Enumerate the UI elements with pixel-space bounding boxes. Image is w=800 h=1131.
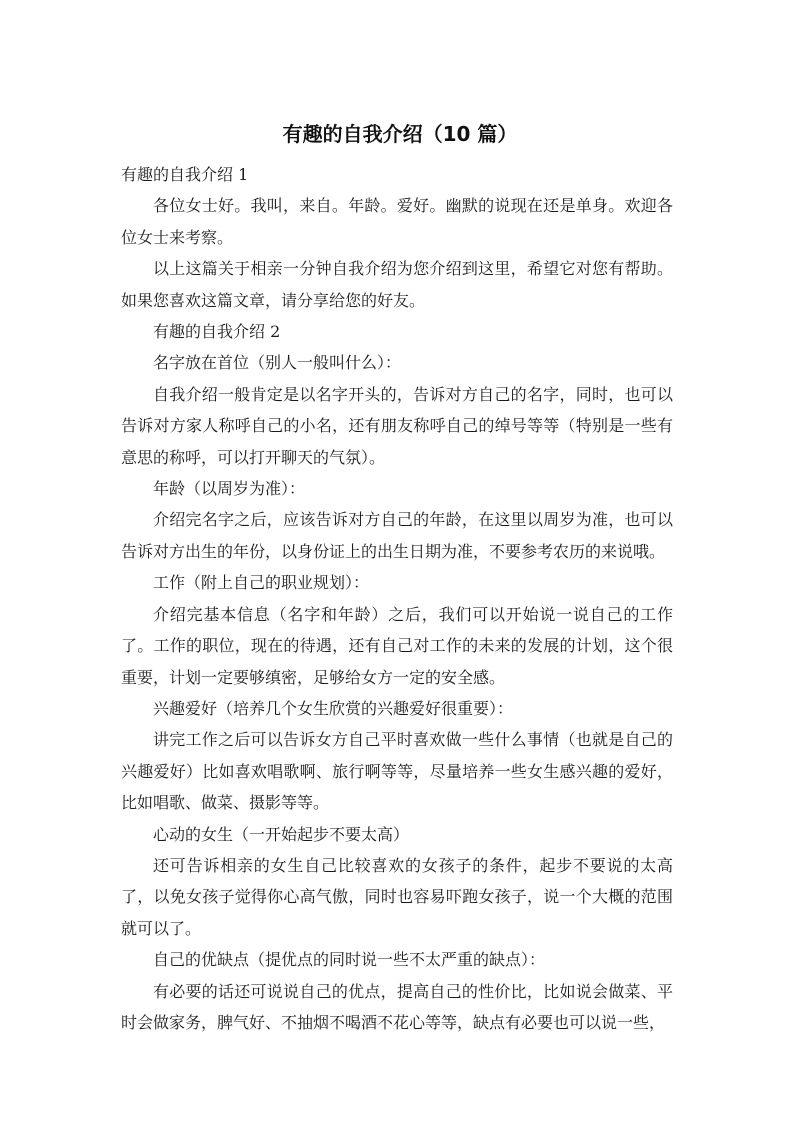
paragraph: 还可告诉相亲的女生自己比较喜欢的女孩子的条件，起步不要说的太高了，以免女孩子觉得你心高气傲，同时也容易吓跑女孩子，说一个大概的范围就可以了。 — [121, 855, 673, 938]
document-title: 有趣的自我介绍（10 篇） — [282, 122, 518, 146]
paragraph: 讲完工作之后可以告诉女方自己平时喜欢做一些什么事情（也就是自己的兴趣爱好）比如喜欢唱歌啊、旅行啊等等，尽量培养一些女生感兴趣的爱好，比如唱歌、做菜、摄影等等。 — [121, 730, 673, 813]
paragraph: 以上这篇关于相亲一分钟自我介绍为您介绍到这里，希望它对您有帮助。如果您喜欢这篇文章，请分享给您的好友。 — [121, 259, 673, 310]
paragraph: 有趣的自我介绍 1 — [121, 165, 249, 184]
paragraph: 介绍完名字之后，应该告诉对方自己的年龄，在这里以周岁为准，也可以告诉对方出生的年份，以身份证上的出生日期为准，不要参考农历的来说哦。 — [121, 510, 673, 561]
paragraph: 工作（附上自己的职业规划）： — [153, 573, 370, 593]
paragraph: 兴趣爱好（培养几个女生欣赏的兴趣爱好很重要）： — [153, 698, 514, 718]
paragraph: 自我介绍一般肯定是以名字开头的，告诉对方自己的名字，同时，也可以告诉对方家人称呼自己的小名，还有朋友称呼自己的绰号等等（特别是一些有意思的称呼，可以打开聊天的气氛）。 — [121, 384, 673, 467]
paragraph: 介绍完基本信息（名字和年龄）之后，我们可以开始说一说自己的工作了。工作的职位，现在的待遇，还有自己对工作的未来的发展的计划，这个很重要，计划一定要够缜密，足够给女方一定的安全感。 — [121, 604, 673, 687]
paragraph: 年龄（以周岁为准）： — [153, 479, 306, 499]
paragraph: 有必要的话还可说说自己的优点，提高自己的性价比，比如说会做菜、平时会做家务，脾气好、不抽烟不喝酒不花心等等，缺点有必要也可以说一些， — [121, 981, 673, 1032]
paragraph: 有趣的自我介绍 2 — [153, 322, 281, 342]
paragraph: 名字放在首位（别人一般叫什么）： — [153, 353, 402, 373]
paragraph: 心动的女生（一开始起步不要太高） — [153, 824, 410, 844]
paragraph: 各位女士好。我叫，来自。年龄。爱好。幽默的说现在还是单身。欢迎各位女士来考察。 — [121, 196, 673, 247]
document-body — [121, 159, 673, 1038]
paragraph: 自己的优缺点（提优点的同时说一些不太严重的缺点）： — [153, 950, 546, 970]
